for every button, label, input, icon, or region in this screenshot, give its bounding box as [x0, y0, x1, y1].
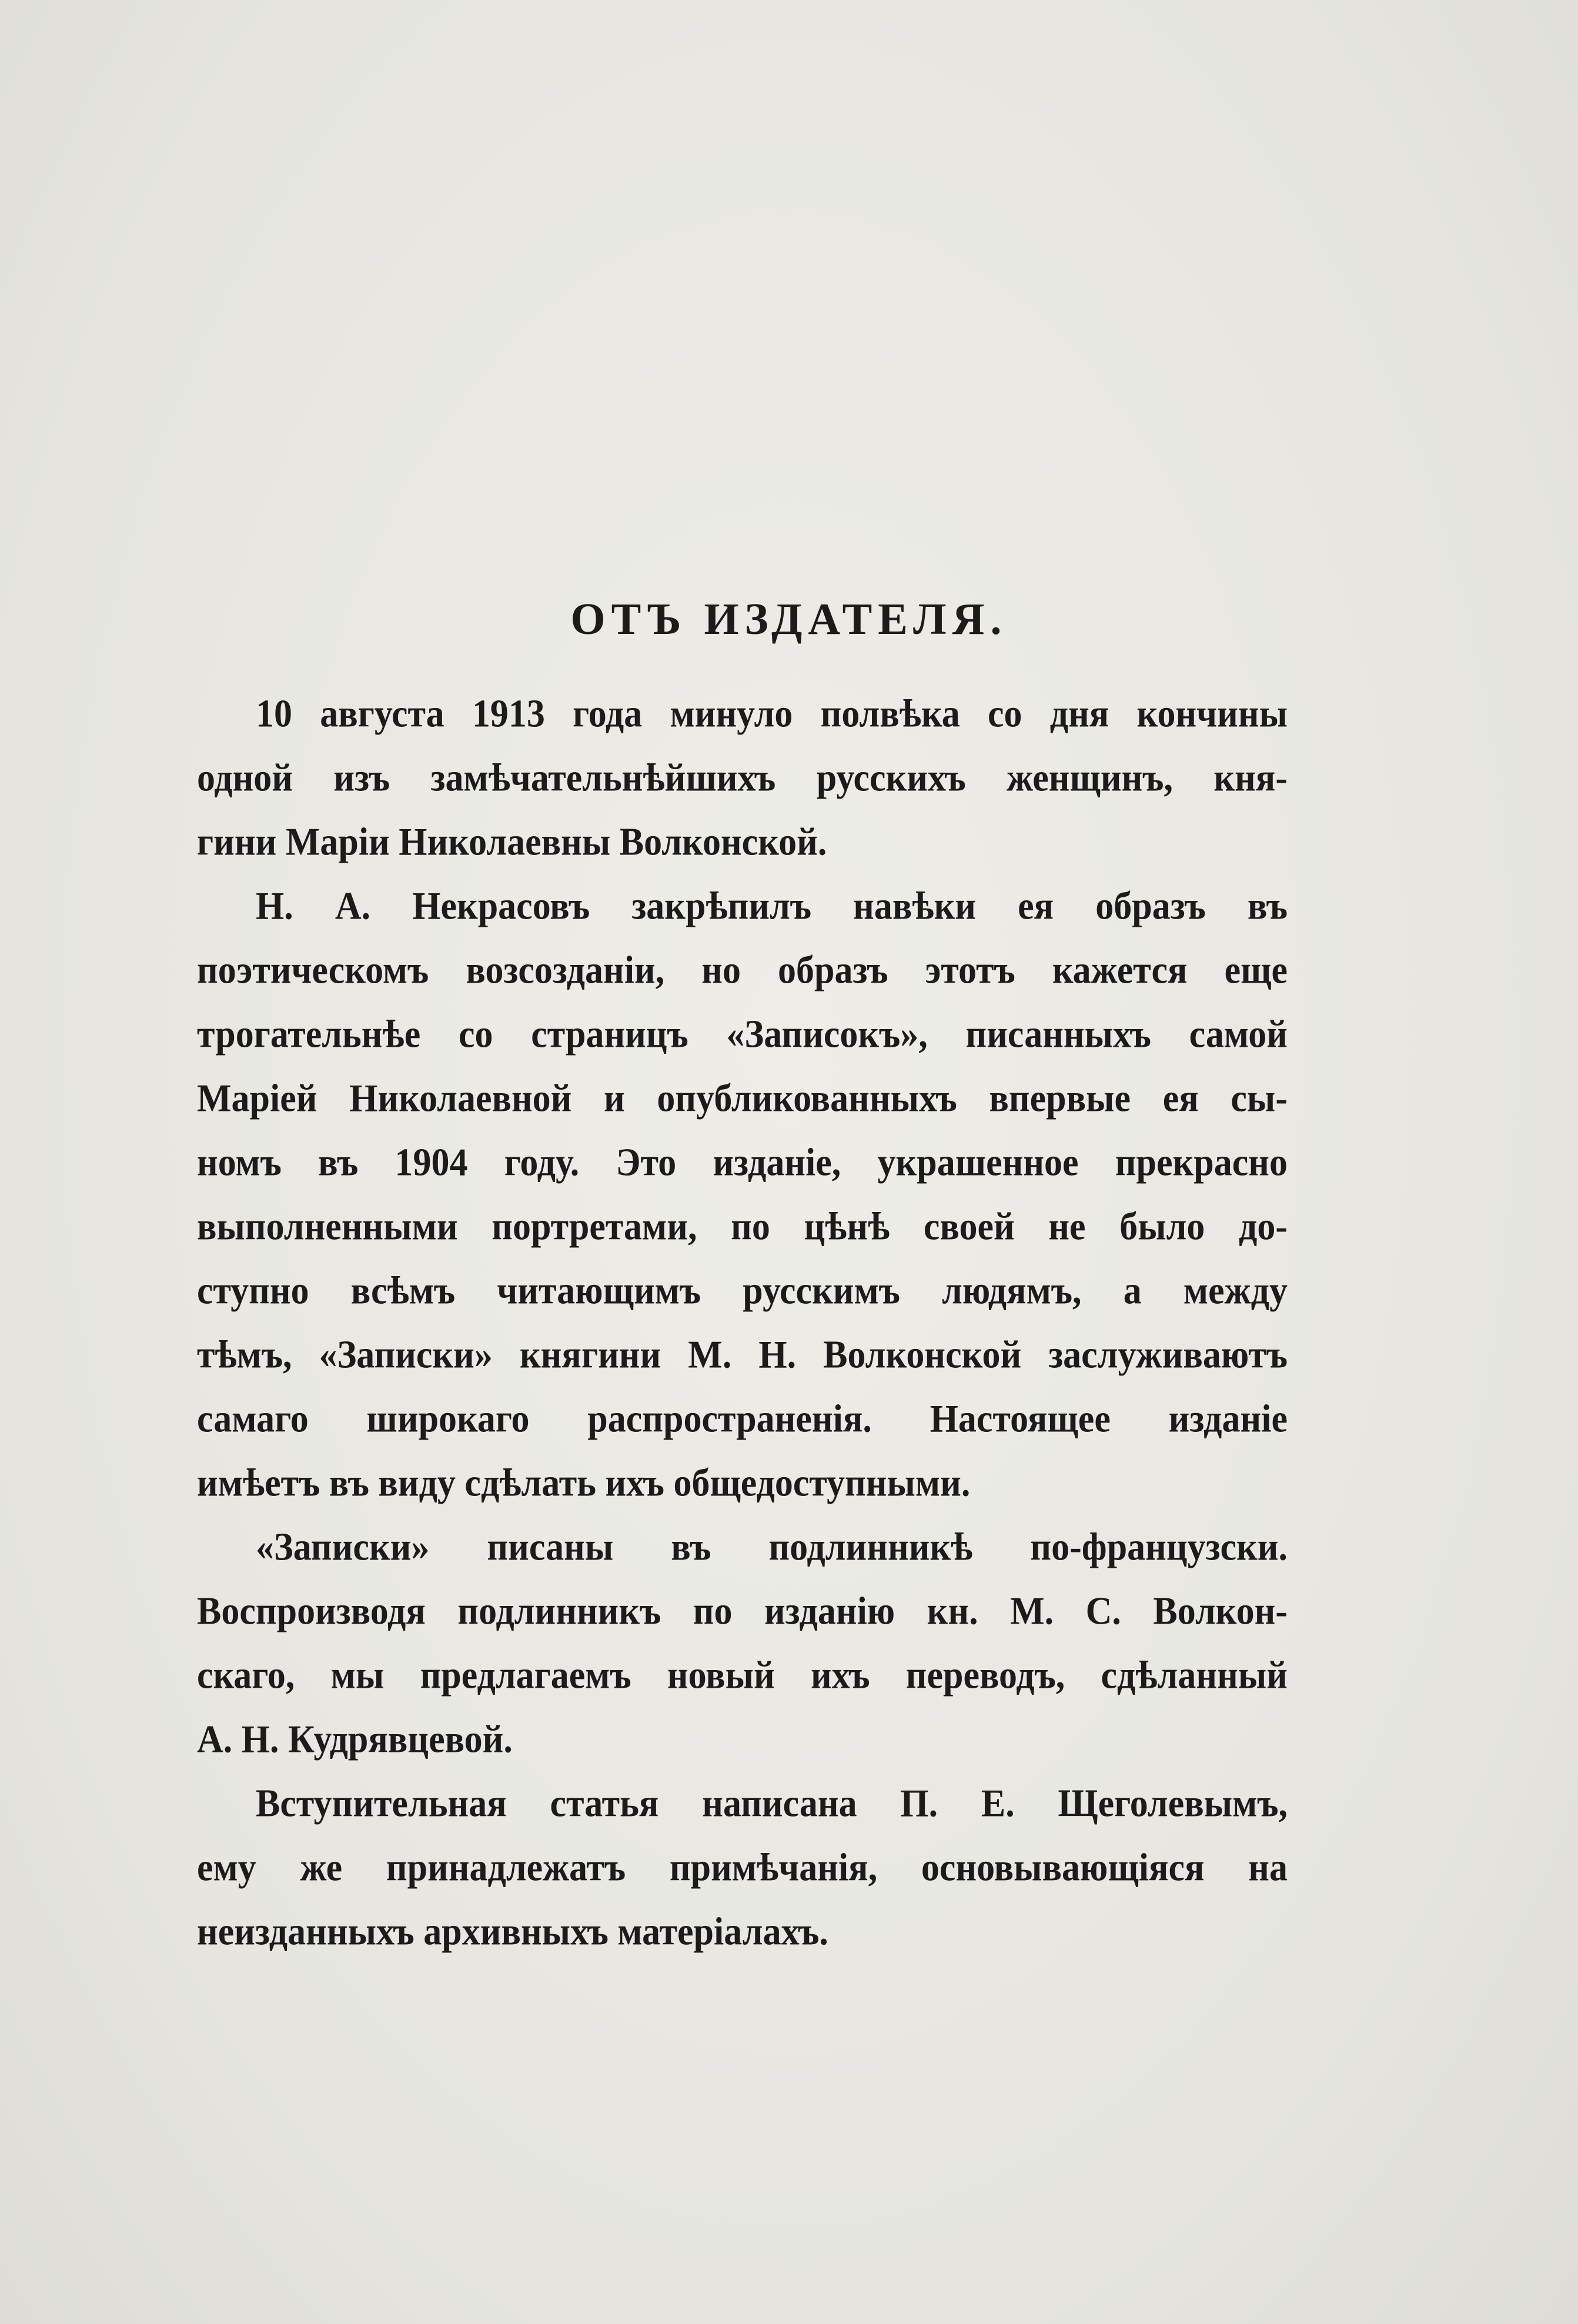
- text-line: скаго, мы предлагаемъ новый ихъ переводъ, сдѣланный: [197, 1654, 1288, 1697]
- text-line: Маріей Николаевной и опубликованныхъ впервые ея сы-: [197, 1077, 1288, 1120]
- text-line: трогательнѣе со страницъ «Записокъ», писанныхъ самой: [197, 1013, 1288, 1056]
- text-line: самаго широкаго распространенія. Настоящее изданіе: [197, 1397, 1288, 1441]
- text-line: А. Н. Кудрявцевой.: [197, 1718, 513, 1761]
- text-line: номъ въ 1904 году. Это изданіе, украшенное прекрасно: [197, 1141, 1288, 1184]
- text-line: Н. А. Некрасовъ закрѣпилъ навѣки ея образъ въ: [256, 884, 1288, 928]
- text-line: одной изъ замѣчательнѣйшихъ русскихъ женщинъ, кня-: [197, 756, 1288, 800]
- paragraph: [197, 682, 1288, 874]
- text-line: неизданныхъ архивныхъ матеріалахъ.: [197, 1910, 828, 1954]
- text-line: ступно всѣмъ читающимъ русскимъ людямъ, а между: [197, 1269, 1288, 1313]
- text-line: поэтическомъ возсозданіи, но образъ этотъ кажется еще: [197, 949, 1288, 992]
- paragraph: [197, 1515, 1288, 1772]
- text-line: Воспроизводя подлинникъ по изданію кн. М. С. Волкон-: [197, 1590, 1288, 1633]
- text-line: выполненными портретами, по цѣнѣ своей не было до-: [197, 1205, 1288, 1248]
- paragraph: [197, 874, 1288, 1515]
- page-title: ОТЪ ИЗДАТЕЛЯ.: [570, 595, 1008, 644]
- text-line: Вступительная статья написана П. Е. Щеголевымъ,: [256, 1782, 1288, 1825]
- paragraph: [197, 1772, 1288, 1964]
- text-line: имѣетъ въ виду сдѣлать ихъ общедоступными.: [197, 1461, 971, 1505]
- text-line: ему же принадлежатъ примѣчанія, основывающіяся на: [197, 1846, 1288, 1889]
- text-line: гини Маріи Николаевны Волконской.: [197, 820, 827, 864]
- text-line: тѣмъ, «Записки» княгини М. Н. Волконской заслуживаютъ: [197, 1333, 1288, 1377]
- text-line: «Записки» писаны въ подлинникѣ по-французски.: [256, 1525, 1288, 1569]
- text-line: 10 августа 1913 года минуло полвѣка со дня кончины: [256, 692, 1288, 736]
- body-text: [197, 682, 1288, 1964]
